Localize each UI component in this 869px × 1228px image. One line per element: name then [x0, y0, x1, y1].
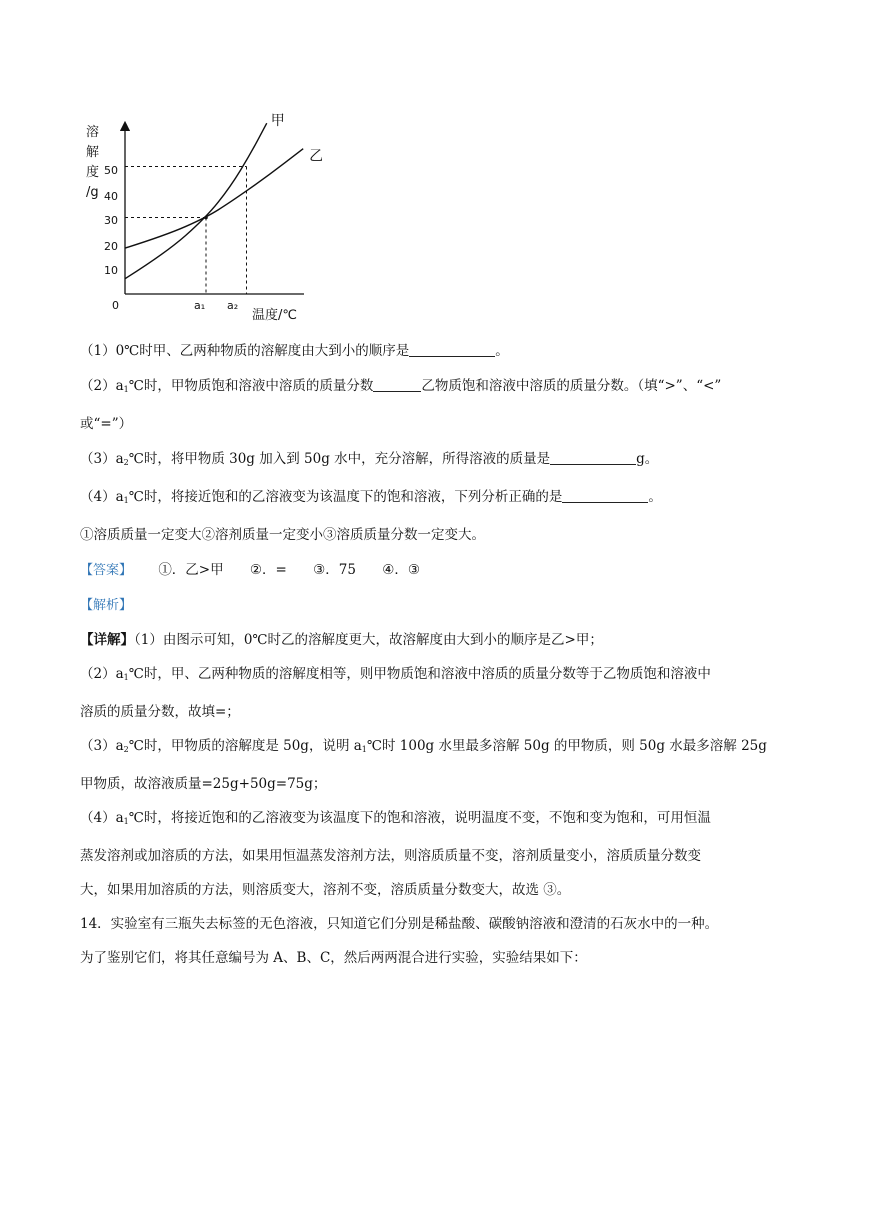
answer-blank-3[interactable]	[550, 448, 636, 465]
answer-blank-4[interactable]	[562, 486, 648, 503]
question-3-mid: ℃时，将甲物质 30g 加入到 50g 水中，充分溶解，所得溶液的质量是	[128, 451, 551, 467]
analysis-row	[80, 588, 795, 623]
question-4-end: 。	[648, 489, 662, 505]
detail-p1-text: （1）由图示可知，0℃时乙的溶解度更大，故溶解度由大到小的顺序是乙>甲；	[134, 632, 603, 648]
detail-p2-text: ℃时，甲、乙两种物质的溶解度相等，则甲物质饱和溶液中溶质的质量分数等于乙物质饱和溶液中	[128, 666, 711, 682]
y-tick-30: 30	[104, 214, 118, 227]
answer-tag: 【答案】	[80, 563, 133, 578]
detail-p2-line1	[80, 657, 795, 695]
y-tick-10: 10	[104, 264, 118, 277]
series-line-jia	[125, 123, 267, 279]
question-content	[80, 334, 795, 975]
x-tick-a1: a₁	[194, 299, 206, 312]
detail-p3-mid: ℃时，甲物质的溶解度是 50g，说明 a	[128, 738, 362, 754]
y-tick-50: 50	[104, 164, 118, 177]
answer-blank-2[interactable]	[373, 375, 421, 392]
question-2-line2: 或“=”）	[80, 416, 133, 432]
question-3	[80, 442, 795, 480]
question-4-options: ①溶质质量一定变大②溶剂质量一定变小③溶质质量分数一定变大。	[80, 527, 485, 543]
series-labels	[271, 113, 322, 164]
question-4-mid: ℃时，将接近饱和的乙溶液变为该温度下的饱和溶液，下列分析正确的是	[128, 489, 563, 505]
question-1	[80, 334, 795, 369]
analysis-tag: 【解析】	[80, 598, 133, 613]
detail-p3-subscript-2: 1	[361, 745, 367, 754]
question-2-prefix: （2）a	[80, 378, 124, 394]
question-3-subscript: 2	[123, 458, 129, 467]
question-1-end: 。	[495, 343, 509, 359]
question-4-subscript: 1	[123, 496, 129, 505]
detail-p2-line2: 溶质的质量分数，故填=；	[80, 704, 240, 720]
answer-item-1: ①．乙>甲	[158, 562, 224, 578]
question-1-text: （1）0℃时甲、乙两种物质的溶解度由大到小的顺序是	[80, 343, 410, 359]
solubility-chart	[82, 112, 322, 327]
detail-p4-subscript: 1	[123, 817, 129, 826]
detail-p4-prefix: （4）a	[80, 810, 124, 826]
question-3-prefix: （3）a	[80, 451, 124, 467]
detail-p4-line3: 大，如果用加溶质的方法，则溶质变大，溶剂不变，溶质质量分数变大，故选 ③。	[80, 882, 571, 898]
question-4	[80, 480, 795, 518]
detail-tag: 【详解】	[80, 632, 134, 648]
answer-item-2: ②．=	[249, 562, 287, 578]
question-2-mid: ℃时，甲物质饱和溶液中溶质的质量分数	[128, 378, 374, 394]
detail-p2-subscript: 1	[123, 673, 129, 682]
answer-item-4: ④．③	[382, 562, 420, 578]
series-label-jia: 甲	[270, 113, 285, 130]
ylabel-char-3: 度	[86, 165, 100, 180]
ylabel-char-1: 溶	[86, 125, 100, 140]
answer-row	[80, 553, 795, 588]
question-14-line1: 14．实验室有三瓶失去标签的无色溶液，只知道它们分别是稀盐酸、碳酸钠溶液和澄清的石灰水中的一种。	[80, 916, 719, 932]
detail-p1	[80, 623, 795, 657]
answer-blank-1[interactable]	[409, 340, 495, 357]
question-14-line2: 为了鉴别它们，将其任意编号为 A、B、C，然后两两混合进行实验，实验结果如下：	[80, 950, 587, 966]
solubility-chart-svg	[82, 112, 322, 327]
series-line-yi	[125, 149, 303, 248]
detail-p3-end: ℃时 100g 水里最多溶解 50g 的甲物质，则 50g 水最多溶解 25g	[366, 738, 767, 754]
intersection-point	[204, 216, 208, 220]
question-4-prefix: （4）a	[80, 489, 124, 505]
detail-p3-subscript: 2	[123, 745, 129, 754]
x-tick-a2: a₂	[227, 299, 239, 312]
detail-p3-line1	[80, 729, 795, 767]
answer-item-3: ③．75	[313, 562, 356, 578]
guide-lines	[125, 167, 247, 295]
xlabel: 温度/℃	[252, 308, 297, 323]
detail-p4-line1	[80, 801, 795, 839]
detail-p3-prefix: （3）a	[80, 738, 124, 754]
detail-p4-line2: 蒸发溶剂或加溶质的方法，如果用恒温蒸发溶剂方法，则溶质质量不变，溶剂质量变小，溶质质量分数变	[80, 848, 701, 864]
ylabel-char-2: 解	[86, 145, 100, 160]
question-2-post: 乙物质饱和溶液中溶质的质量分数。（填“>”、“<”	[421, 378, 722, 394]
series-label-yi: 乙	[309, 148, 322, 165]
question-2-subscript: 1	[123, 385, 129, 394]
y-tick-40: 40	[104, 190, 118, 203]
y-tick-20: 20	[104, 240, 118, 253]
origin-label: 0	[112, 299, 119, 312]
detail-p3-line2: 甲物质，故溶液质量=25g+50g=75g；	[80, 776, 327, 792]
question-2	[80, 369, 795, 407]
series-lines	[125, 123, 303, 279]
detail-p2-prefix: （2）a	[80, 666, 124, 682]
detail-p4-text: ℃时，将接近饱和的乙溶液变为该温度下的饱和溶液，说明温度不变，不饱和变为饱和，可用恒温	[128, 810, 711, 826]
ylabel-char-4: /g	[86, 185, 99, 200]
question-3-end: g。	[636, 451, 659, 467]
